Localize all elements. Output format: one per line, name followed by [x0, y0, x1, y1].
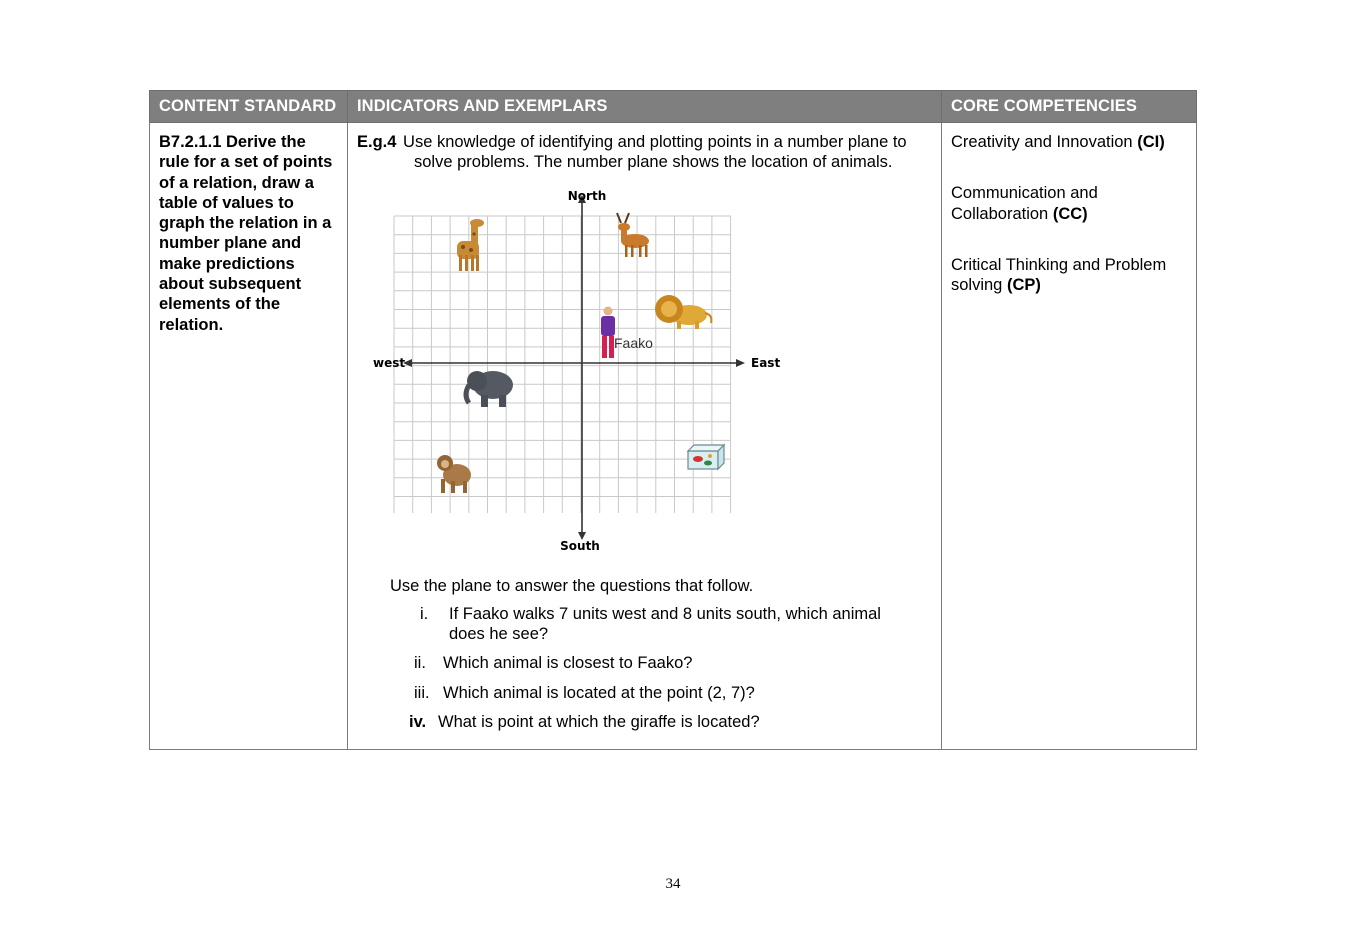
question-text: If Faako walks 7 units west and 8 units south, which animal does he see? [449, 604, 881, 644]
question-list [357, 604, 933, 732]
exemplar-text: Use knowledge of identifying and plotting points in a number plane to solve problems. The number plane shows the location of animals. [403, 133, 907, 172]
header-content-standard: CONTENT STANDARD [150, 91, 348, 123]
exemplar-label: E.g.4 [357, 133, 397, 151]
fish-tank-icon [688, 445, 724, 469]
competency-item: Critical Thinking and Problem solving (CP) [951, 255, 1167, 295]
competency-item: Creativity and Innovation (CI) [951, 133, 1165, 151]
exemplar-heading [357, 132, 923, 173]
content-standard-text: B7.2.1.1 Derive the rule for a set of points of a relation, draw a table of values to graph the relation in a number plane and make predictions about subsequent elements of the relation. [159, 133, 333, 334]
indicators-cell [348, 123, 942, 750]
question-text: What is point at which the giraffe is located? [438, 713, 760, 732]
monkey-icon [437, 455, 471, 493]
header-indicators: INDICATORS AND EXEMPLARS [348, 91, 942, 123]
list-item [357, 604, 933, 645]
list-item [357, 712, 933, 732]
competencies-cell [942, 123, 1197, 750]
north-label: North [567, 188, 607, 203]
list-item [357, 653, 933, 673]
lion-icon [655, 295, 711, 329]
faako-person-icon [601, 306, 615, 358]
question-text: Which animal is located at the point (2, 7)? [443, 683, 755, 702]
south-label: South [560, 538, 600, 553]
east-label: East [751, 355, 781, 370]
page-number: 34 [665, 876, 681, 892]
faako-label: Faako [614, 334, 653, 351]
giraffe-icon [457, 219, 484, 271]
number-plane-svg [365, 189, 785, 565]
curriculum-table [149, 90, 1197, 750]
west-label: west [373, 355, 406, 370]
content-standard-cell [150, 123, 348, 750]
question-number: iii. [414, 683, 430, 702]
question-number: ii. [414, 654, 426, 673]
table-header-row [150, 91, 1197, 123]
question-number: iv. [409, 713, 427, 732]
questions-intro: Use the plane to answer the questions that follow. [390, 576, 754, 595]
header-competencies: CORE COMPETENCIES [942, 91, 1197, 123]
number-plane [365, 189, 785, 565]
question-text: Which animal is closest to Faako? [443, 654, 693, 673]
east-arrow-icon [736, 359, 745, 367]
table-row [150, 123, 1197, 750]
question-number: i. [420, 604, 429, 623]
elephant-icon [466, 371, 513, 407]
competency-item: Communication and Collaboration (CC) [951, 184, 1098, 223]
list-item [357, 683, 933, 703]
